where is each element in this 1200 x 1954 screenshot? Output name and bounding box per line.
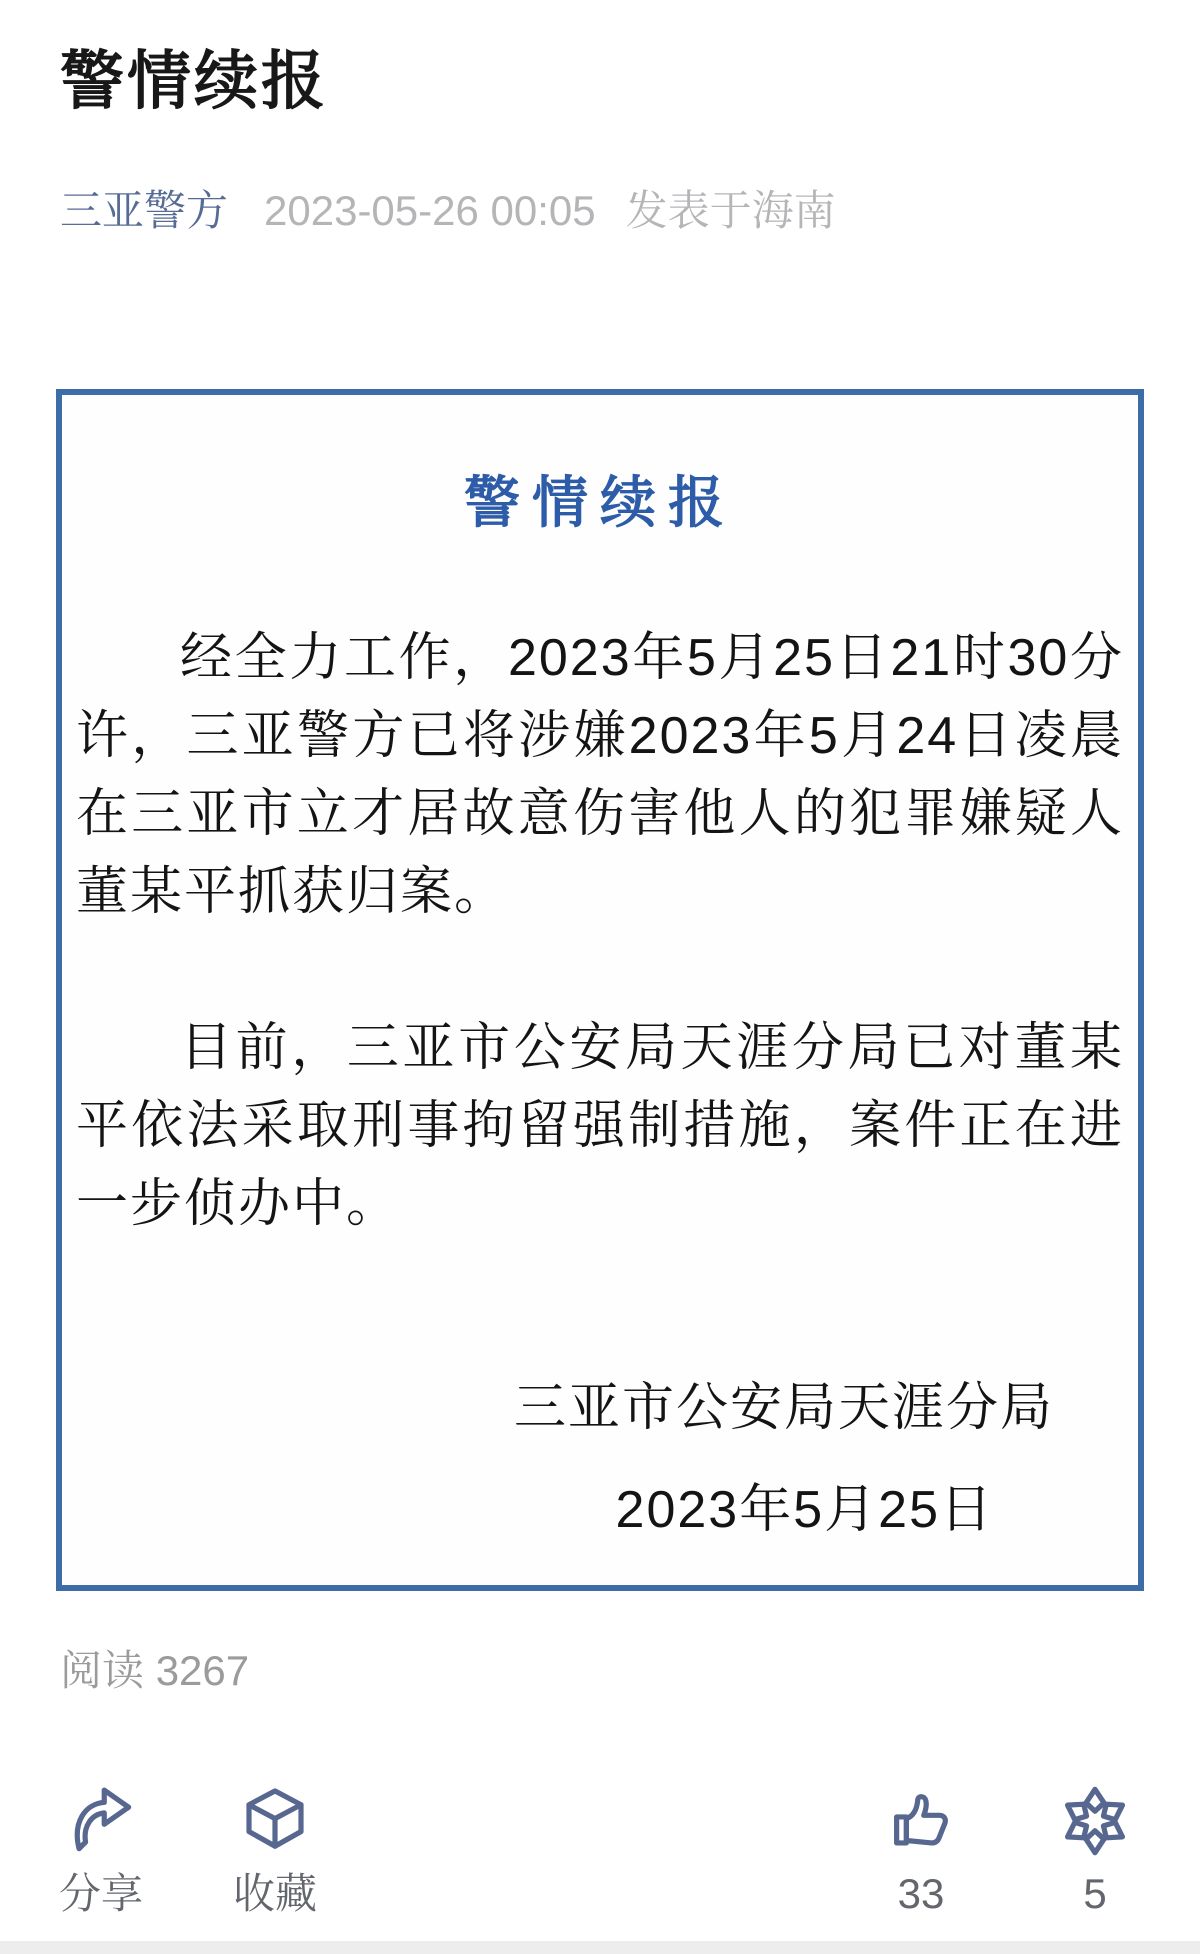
bottom-strip	[0, 1941, 1200, 1954]
account-link[interactable]: 三亚警方	[60, 187, 229, 234]
read-count-label: 阅读	[60, 1647, 145, 1694]
favorite-cube-icon	[236, 1781, 314, 1861]
notice-paragraph-1: 经全力工作，2023年5月25日21时30分许，三亚警方已将涉嫌2023年5月24日凌晨在三亚市立才居故意伤害他人的犯罪嫌疑人董某平抓获归案。	[76, 629, 1124, 921]
page-title: 警情续报	[60, 45, 328, 117]
like-count: 33	[897, 1870, 945, 1917]
toolbar-right-group	[878, 1781, 1138, 1917]
thumbs-up-icon	[882, 1781, 960, 1861]
publish-timestamp: 2023-05-26 00:05	[264, 187, 596, 234]
share-icon	[62, 1781, 140, 1861]
share-label: 分享	[58, 1870, 143, 1917]
favorite-label: 收藏	[232, 1870, 317, 1917]
wow-button[interactable]	[1052, 1781, 1138, 1917]
read-count	[60, 1647, 1140, 1695]
publish-location: 发表于海南	[625, 187, 836, 234]
byline	[60, 186, 1140, 236]
notice-signature: 三亚市公安局天涯分局	[513, 1379, 1054, 1437]
wow-flower-icon	[1056, 1781, 1134, 1861]
wow-count: 5	[1083, 1870, 1107, 1917]
favorite-button[interactable]	[232, 1781, 318, 1917]
notice-paragraph-2: 目前，三亚市公安局天涯分局已对董某平依法采取刑事拘留强制措施，案件正在进一步侦办中。	[76, 1019, 1124, 1233]
notice-heading: 警情续报	[464, 471, 736, 534]
read-count-value: 3267	[155, 1647, 250, 1694]
share-button[interactable]	[58, 1781, 144, 1917]
toolbar-left-group	[58, 1781, 318, 1917]
like-button[interactable]	[878, 1781, 964, 1917]
bottom-toolbar	[0, 1781, 1200, 1917]
notice-box	[56, 389, 1144, 1591]
notice-date: 2023年5月25日	[615, 1481, 994, 1539]
